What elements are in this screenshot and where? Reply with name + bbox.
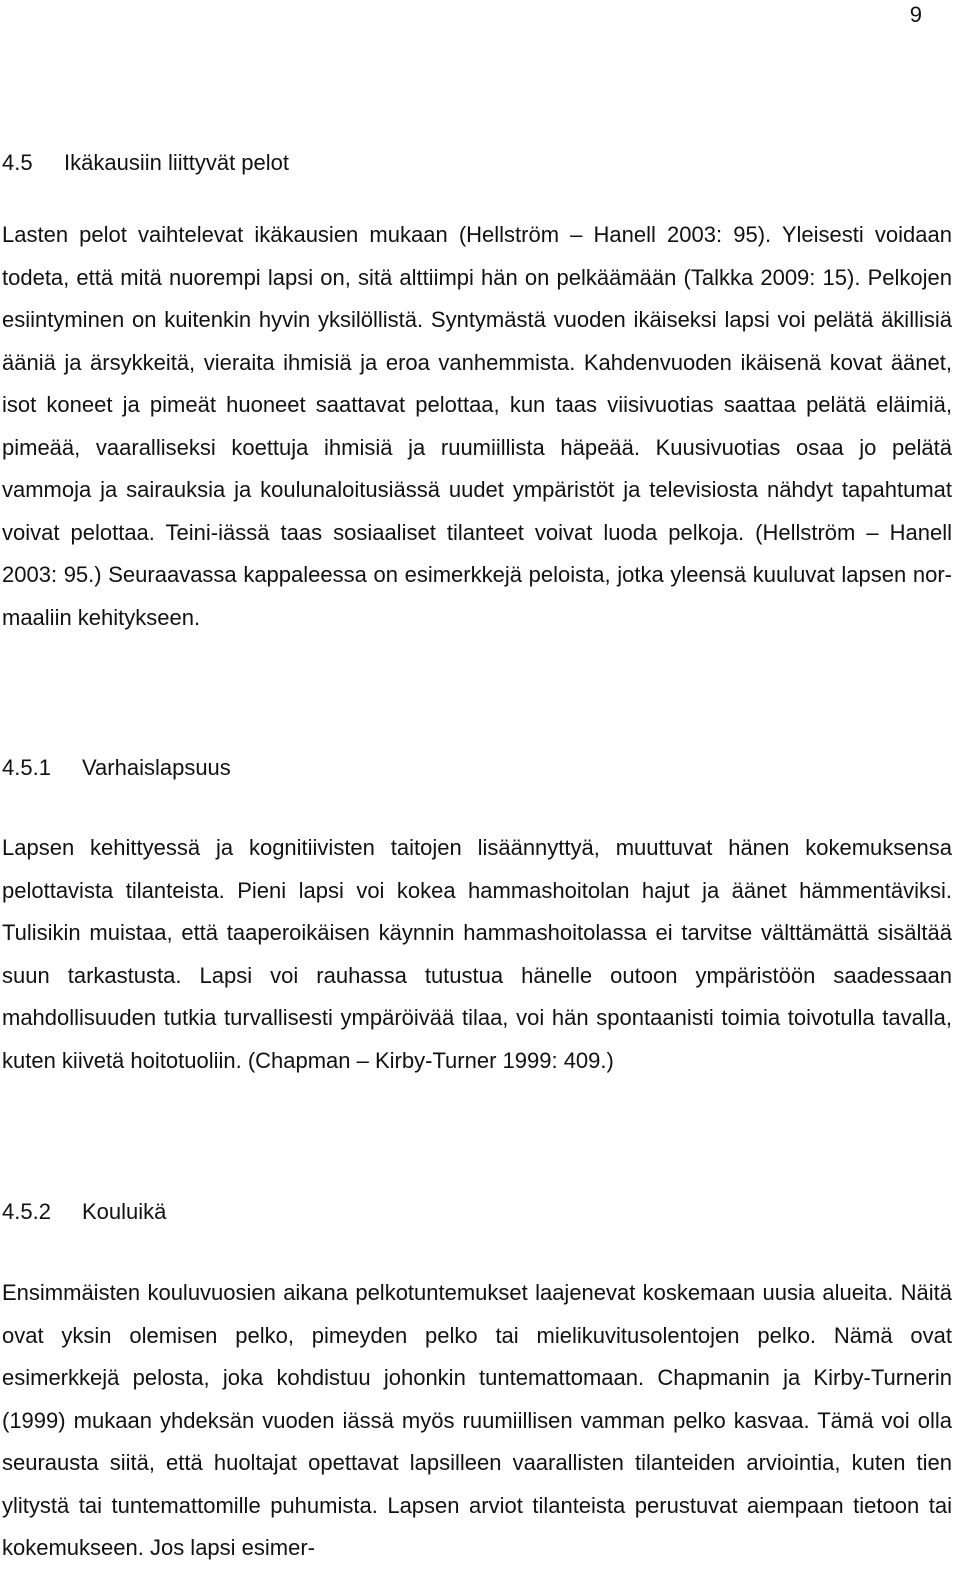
- page-number: 9: [909, 2, 922, 27]
- section-number: 4.5.2: [2, 1199, 51, 1224]
- section-title: Ikäkausiin liittyvät pelot: [64, 150, 289, 175]
- section-heading-4-5-1: [2, 755, 231, 781]
- section-heading-4-5: [2, 150, 289, 176]
- section-heading-4-5-2: [2, 1199, 166, 1225]
- paragraph-ikakausiin: Lasten pelot vaihtelevat ikäkausien mukaan (Hellström – Hanell 2003: 95). Yleisesti voidaan todeta, että mitä nuorempi lapsi on, sitä alttiimpi hän on pelkäämään (Talkka 2009: 15). Pelkojen esiintyminen on kuitenkin hyvin yksilöllistä. Syntymästä vuoden ikäiseksi lapsi voi pelätä äkillisiä ääniä ja ärsykkeitä, vieraita ihmisiä ja eroa vanhemmista. Kahdenvuoden ikäisenä kovat äänet, isot koneet ja pimeät huoneet saattavat pelottaa, kun taas viisivuotias saattaa pelätä eläimiä, pimeää, vaaralliseksi koettuja ihmisiä ja ruumiillista häpeää. Kuusivuotias osaa jo pelätä vammoja ja sairauksia ja koulunaloitusiässä uudet ympäristöt ja televisiosta nähdyt tapahtumat voivat pelottaa. Teini-iässä taas sosiaaliset tilanteet voivat luoda pelkoja. (Hellström – Hanell 2003: 95.) Seuraavassa kappaleessa on esimerkkejä peloista, jotka yleensä kuuluvat lapsen normaaliin kehitykseen.: [2, 222, 952, 630]
- section-title: Varhaislapsuus: [82, 755, 231, 780]
- paragraph-varhaislapsuus: Lapsen kehittyessä ja kognitiivisten taitojen lisäännyttyä, muuttuvat hänen kokemuksensa pelottavista tilanteista. Pieni lapsi voi kokea hammashoitolan hajut ja äänet hämmentäviksi. Tulisikin muistaa, että taaperoikäisen käynnin hammashoitolassa ei tarvitse välttämättä sisältää suun tarkastusta. Lapsi voi rauhassa tutustua hänelle outoon ympäristöön saadessaan mahdollisuuden tutkia turvallisesti ympäröivää tilaa, voi hän spontaanisti toimia toivotulla tavalla, kuten kiivetä hoitotuoliin. (Chapman – Kirby-Turner 1999: 409.): [2, 835, 952, 1073]
- section-number: 4.5.1: [2, 755, 51, 780]
- paragraph-kouluika: Ensimmäisten kouluvuosien aikana pelkotuntemukset laajenevat koskemaan uusia alueita. Näitä ovat yksin olemisen pelko, pimeyden pelko tai mielikuvitusolentojen pelko. Nämä ovat esimerkkejä pelosta, joka kohdistuu johonkin tuntemattomaan. Chapmanin ja Kirby-Turnerin (1999) mukaan yhdeksän vuoden iässä myös ruumiillisen vamman pelko kasvaa. Tämä voi olla seurausta siitä, että huoltajat opettavat lapsilleen vaarallisten tilanteiden arviointia, kuten tien ylitystä tai tuntemattomille puhumista. Lapsen arviot tilanteista perustuvat aiempaan tietoon tai kokemukseen. Jos lapsi esimer-: [2, 1280, 952, 1560]
- section-number: 4.5: [2, 150, 33, 175]
- section-title: Kouluikä: [82, 1199, 167, 1224]
